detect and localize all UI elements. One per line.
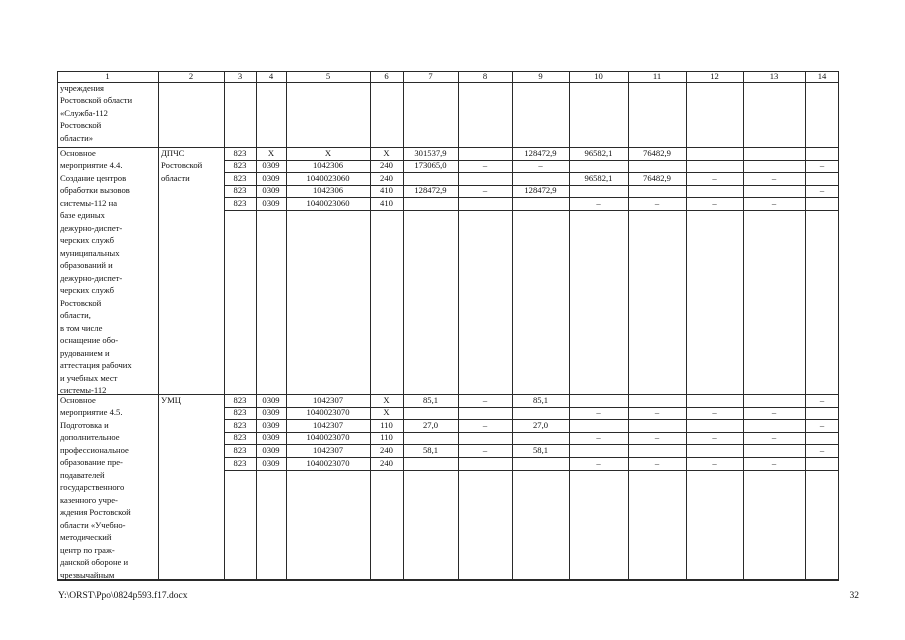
executor-label-line: области (161, 172, 190, 183)
cell-col-11: – (654, 197, 660, 208)
cell-col-9: 85,1 (532, 394, 549, 405)
cell-col-7: 301537,9 (414, 147, 447, 158)
row-label-line: обработки вызовов (60, 185, 130, 195)
row-label-line: Подготовка и (60, 419, 109, 430)
cell-col-6: 240 (380, 457, 393, 468)
row-label-line: мероприятие 4.4. (60, 160, 123, 170)
block-rule (57, 580, 839, 581)
cell-col-3: 823 (233, 457, 247, 468)
row-rule (224, 197, 839, 198)
row-label-line: мероприятие 4.5. (60, 407, 123, 417)
cell-col-6: 240 (380, 160, 393, 171)
cell-col-3: 823 (233, 185, 247, 196)
column-number-13: 13 (769, 70, 779, 81)
cell-col-10: – (596, 407, 601, 418)
row-label-line: рудованием и (60, 347, 110, 358)
row-label-line: дежурно-диспет- (60, 222, 123, 233)
row-label-line: «Служба-112 (60, 107, 108, 118)
cell-col-8: – (482, 394, 488, 405)
column-number-9: 9 (538, 70, 543, 81)
row-rule (224, 457, 839, 458)
cell-col-12: – (712, 432, 717, 443)
row-label-line: подавателей (60, 469, 105, 480)
row-label-line: образование пре- (60, 457, 123, 467)
cell-col-5: 1042307 (312, 419, 344, 430)
cell-col-8: – (482, 160, 488, 171)
footer-file-path: Y:\ORST\Ppo\0824p593.f17.docx (58, 591, 188, 601)
cell-col-9: 128472,9 (524, 147, 557, 158)
cell-col-11: – (654, 457, 660, 468)
row-label-line: аттестация рабочих (60, 360, 132, 370)
cell-col-4: 0309 (262, 185, 280, 196)
cell-col-4: X (267, 147, 275, 158)
row-label-line: Основное (60, 147, 96, 158)
cell-col-14: – (819, 419, 825, 430)
row-rule (224, 172, 839, 173)
executor-label-line: ДПЧС (161, 147, 185, 158)
column-number-3: 3 (237, 70, 243, 81)
row-label-line: данской обороне и (60, 557, 129, 567)
row-rule (224, 444, 839, 445)
column-number-2: 2 (188, 70, 194, 81)
header-rule (57, 82, 839, 83)
row-label-line: дежурно-диспет- (60, 272, 123, 283)
cell-col-13: – (771, 432, 777, 443)
cell-col-4: 0309 (262, 394, 280, 405)
cell-col-10: – (596, 457, 601, 468)
cell-col-5: 1042306 (312, 185, 344, 196)
row-rule (224, 185, 839, 186)
row-rule (224, 470, 839, 471)
row-label-line: Ростовской (60, 297, 102, 308)
column-number-14: 14 (817, 70, 827, 81)
cell-col-11: 76482,9 (643, 147, 671, 158)
row-label-line: ждения Ростовской (60, 507, 131, 517)
cell-col-13: – (771, 407, 777, 418)
row-label-line: области, (60, 310, 91, 320)
row-rule (224, 407, 839, 408)
cell-col-5: 1042307 (312, 394, 344, 405)
cell-col-5: 1042307 (312, 444, 344, 455)
row-rule (224, 419, 839, 420)
cell-col-10: 96582,1 (584, 147, 613, 158)
cell-col-13: – (771, 457, 777, 468)
row-label-line: учреждения (60, 82, 105, 93)
cell-col-11: – (654, 432, 660, 443)
cell-col-6: 410 (380, 185, 393, 196)
cell-col-14: – (819, 185, 825, 196)
cell-col-5: X (324, 147, 332, 158)
row-label-line: системы-112 на (60, 197, 118, 208)
cell-col-7: 85,1 (422, 394, 439, 405)
budget-table (57, 71, 839, 580)
cell-col-7: 173065,0 (414, 160, 447, 171)
cell-col-4: 0309 (262, 444, 280, 455)
cell-col-5: 1042306 (312, 160, 344, 171)
cell-col-9: – (538, 160, 543, 171)
row-label-line: и учебных мест (60, 372, 118, 383)
row-label-line: чрезвычайным (60, 569, 115, 580)
cell-col-11: 76482,9 (643, 172, 671, 183)
cell-col-6: 110 (380, 419, 393, 430)
row-label-line: центр по граж- (60, 544, 115, 555)
cell-col-12: – (712, 407, 717, 418)
cell-col-5: 1040023070 (306, 407, 350, 418)
cell-col-14: – (819, 394, 825, 405)
cell-col-5: 1040023070 (306, 457, 350, 468)
cell-col-5: 1040023070 (306, 432, 350, 443)
row-label-line: методический (60, 532, 112, 542)
row-label-line: области» (60, 132, 94, 143)
cell-col-4: 0309 (262, 457, 280, 468)
cell-col-12: – (712, 197, 717, 208)
executor-label-line: УМЦ (161, 394, 181, 405)
cell-col-4: 0309 (262, 419, 280, 430)
cell-col-14: – (819, 444, 825, 455)
executor-label-line: Ростовской (161, 160, 203, 170)
row-label-line: области «Учебно- (60, 519, 126, 530)
cell-col-7: 58,1 (422, 444, 439, 455)
cell-col-3: 823 (233, 394, 247, 405)
column-number-7: 7 (428, 70, 433, 81)
row-rule (224, 210, 839, 211)
cell-col-11: – (654, 407, 660, 418)
cell-col-3: 823 (233, 147, 247, 158)
cell-col-6: X (383, 394, 390, 405)
cell-col-4: 0309 (262, 432, 280, 443)
cell-col-13: – (771, 197, 777, 208)
column-number-1: 1 (105, 70, 110, 81)
cell-col-4: 0309 (262, 197, 280, 208)
row-label-line: Ростовской (60, 120, 102, 130)
cell-col-13: – (771, 172, 777, 183)
column-number-5: 5 (325, 70, 331, 81)
cell-col-4: 0309 (262, 407, 280, 418)
row-label-line: черских служб (60, 285, 114, 295)
cell-col-14: – (819, 160, 825, 171)
column-number-11: 11 (652, 70, 662, 81)
row-label-line: муниципальных (60, 247, 120, 258)
cell-col-9: 27,0 (532, 419, 549, 430)
row-label-line: Ростовской области (60, 95, 133, 105)
cell-col-10: – (596, 197, 601, 208)
cell-col-10: – (596, 432, 601, 443)
cell-col-8: – (482, 419, 488, 430)
row-label-line: государственного (60, 482, 125, 492)
cell-col-3: 823 (233, 432, 247, 443)
cell-col-3: 823 (233, 197, 247, 208)
row-label-line: Основное (60, 394, 96, 405)
cell-col-12: – (712, 172, 717, 183)
cell-col-9: 58,1 (532, 444, 549, 455)
cell-col-6: 240 (380, 444, 393, 455)
cell-col-7: 128472,9 (414, 185, 447, 196)
cell-col-6: X (383, 407, 390, 418)
column-number-12: 12 (710, 70, 719, 81)
cell-col-6: X (383, 147, 390, 158)
cell-col-3: 823 (233, 407, 247, 418)
row-label-line: казенного учре- (60, 494, 118, 505)
row-label-line: дополнительное (60, 432, 120, 442)
row-label-line: профессиональное (60, 444, 129, 455)
cell-col-6: 110 (380, 432, 393, 443)
cell-col-3: 823 (233, 444, 247, 455)
cell-col-9: 128472,9 (524, 185, 557, 196)
cell-col-3: 823 (233, 172, 247, 183)
row-label-line: в том числе (60, 322, 103, 333)
cell-col-4: 0309 (262, 160, 280, 171)
cell-col-4: 0309 (262, 172, 280, 183)
cell-col-6: 410 (380, 197, 393, 208)
row-label-line: системы-112 (60, 385, 107, 395)
row-label-line: базе единых (60, 210, 105, 220)
page-number: 32 (849, 591, 859, 601)
cell-col-5: 1040023060 (306, 197, 350, 208)
cell-col-7: 27,0 (422, 419, 439, 430)
row-rule (224, 432, 839, 433)
row-label-line: оснащение обо- (60, 335, 119, 345)
cell-col-8: – (482, 185, 488, 196)
cell-col-8: – (482, 444, 488, 455)
row-rule (224, 160, 839, 161)
cell-col-5: 1040023060 (306, 172, 350, 183)
row-label-line: черских служб (60, 235, 114, 245)
column-number-6: 6 (384, 70, 389, 81)
cell-col-6: 240 (380, 172, 393, 183)
row-label-line: Создание центров (60, 172, 127, 183)
cell-col-12: – (712, 457, 717, 468)
column-number-10: 10 (594, 70, 603, 81)
column-number-4: 4 (268, 70, 274, 81)
cell-col-3: 823 (233, 419, 247, 430)
cell-col-3: 823 (233, 160, 247, 171)
cell-col-10: 96582,1 (584, 172, 613, 183)
row-label-line: образований и (60, 260, 113, 270)
column-number-8: 8 (482, 70, 488, 81)
